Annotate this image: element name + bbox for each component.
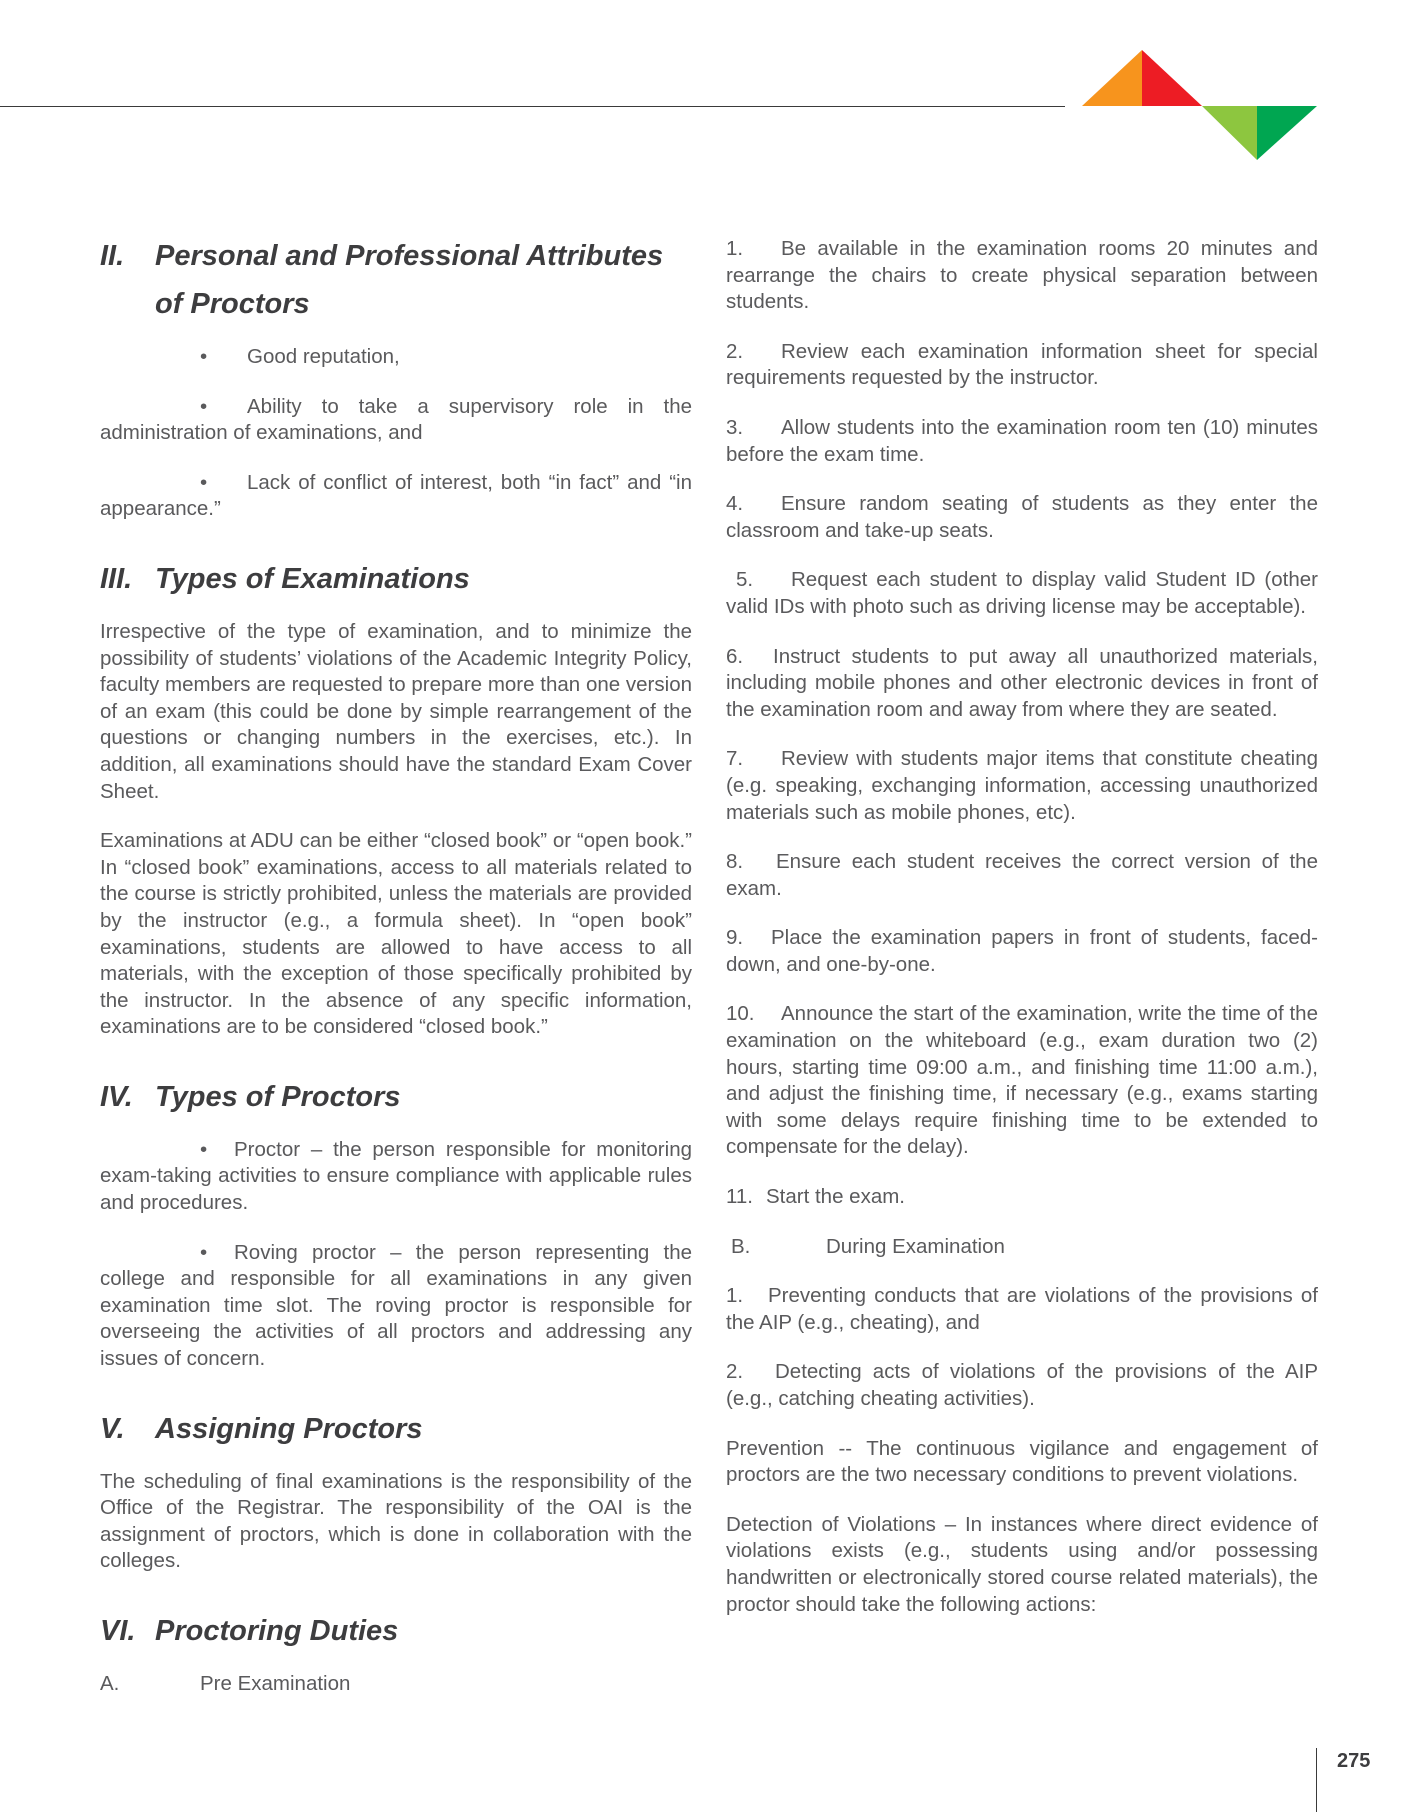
bullet-item: • Roving proctor – the person representing the college and responsible for all examinations in any given examination time slot. The roving proctor is responsible for overseeing the activities of all proctors and addressing any issues of concern. xyxy=(100,1240,692,1371)
list-item: 1. Be available in the examination rooms 20 minutes and rearrange the chairs to create physical separation between students. xyxy=(726,237,1318,314)
subsection-pre-examination: A. Pre Examination xyxy=(100,1672,351,1695)
list-item: 2. Review each examination information sheet for special requirements requested by the instructor. xyxy=(726,339,1318,390)
section-heading-assigning-proctors: V. Assigning Proctors xyxy=(100,1412,423,1445)
list-item: 3. Allow students into the examination room ten (10) minutes before the exam time. xyxy=(726,415,1318,466)
list-item: 5. Request each student to display valid Student ID (other valid IDs with photo such as driving license may be acceptable). xyxy=(726,568,1318,618)
logo-red-triangle xyxy=(1142,50,1202,106)
paragraph: The scheduling of final examinations is the responsibility of the Office of the Registrar. The responsibility of the OAI is the assignment of proctors, which is done in collaboration with the colleges. xyxy=(100,1469,692,1573)
logo-orange-triangle xyxy=(1082,50,1142,106)
header-rule xyxy=(0,106,1065,107)
list-item: 10. Announce the start of the examination, write the time of the examination on the whiteboard (e.g., exam duration two (2) hours, starting time 09:00 a.m., and finishing time 11:00 a.m.), and adjust the finishing time, if necessary (e.g., exams starting with some delays require finishing time to be extended to compensate for the delay). xyxy=(726,1002,1318,1159)
list-item: 7. Review with students major items that constitute cheating (e.g. speaking, exchanging information, accessing unauthorized materials such as mobile phones, etc). xyxy=(726,747,1318,824)
section-heading-types-of-examinations: III. Types of Examinations xyxy=(100,562,470,595)
triangle-logo-icon xyxy=(1082,50,1322,162)
bullet-item: • Good reputation, xyxy=(200,345,400,368)
section-heading-proctoring-duties: VI. Proctoring Duties xyxy=(100,1615,399,1647)
bullet-item: • Proctor – the person responsible for monitoring exam-taking activities to ensure compliance with applicable rules and procedures. xyxy=(100,1137,692,1215)
logo-green-triangle xyxy=(1257,106,1317,160)
subsection-during-examination: B. During Examination xyxy=(731,1234,1005,1258)
paragraph-detection: Detection of Violations – In instances where direct evidence of violations exists (e.g., students using and/or possessing handwritten or electronically stored course related materials), the proctor should take the following actions: xyxy=(726,1512,1318,1616)
page-number: 275 xyxy=(1337,1750,1371,1772)
bullet-item: • Ability to take a supervisory role in the administration of examinations, and xyxy=(100,394,692,445)
paragraph-prevention: Prevention -- The continuous vigilance and engagement of proctors are the two necessary conditions to prevent violations. xyxy=(726,1436,1318,1487)
list-item: 11. Start the exam. xyxy=(726,1185,906,1209)
paragraph: Examinations at ADU can be either “closed book” or “open book.” In “closed book” examinations, access to all materials related to the course is strictly prohibited, unless the materials are provided by the instructor (e.g., a formula sheet). In “open book” examinations, students are allowed to have access to all materials, with the exception of those specifically prohibited by the instructor. In the absence of any specific information, examinations are to be considered “closed book.” xyxy=(100,829,692,1039)
list-item: 1. Preventing conducts that are violations of the provisions of the AIP (e.g., cheating), and xyxy=(726,1284,1318,1334)
list-item: 2. Detecting acts of violations of the provisions of the AIP (e.g., catching cheating activities). xyxy=(726,1360,1318,1410)
bullet-item: • Lack of conflict of interest, both “in fact” and “in appearance.” xyxy=(100,470,692,521)
list-item: 4. Ensure random seating of students as they enter the classroom and take-up seats. xyxy=(726,492,1318,542)
list-item: 6. Instruct students to put away all unauthorized materials, including mobile phones and other electronic devices in front of the examination room and away from where they are seated. xyxy=(726,644,1318,721)
left-column xyxy=(100,232,692,1721)
right-column xyxy=(726,236,1318,1641)
list-item: 8. Ensure each student receives the correct version of the exam. xyxy=(726,850,1318,900)
section-heading-types-of-proctors: IV. Types of Proctors xyxy=(100,1080,401,1113)
section-heading-personal-attributes: II. Personal and Professional Attributes of Proctors xyxy=(100,240,664,320)
logo-lightgreen-triangle xyxy=(1202,106,1257,160)
paragraph: Irrespective of the type of examination, and to minimize the possibility of students’ violations of the Academic Integrity Policy, faculty members are requested to prepare more than one version of an exam (this could be done by simple rearrangement of the questions or changing numbers in the exercises, etc.). In addition, all examinations should have the standard Exam Cover Sheet. xyxy=(100,619,692,803)
page-number-rule xyxy=(1316,1748,1317,1812)
list-item: 9. Place the examination papers in front of students, faced-down, and one-by-one. xyxy=(726,926,1318,976)
